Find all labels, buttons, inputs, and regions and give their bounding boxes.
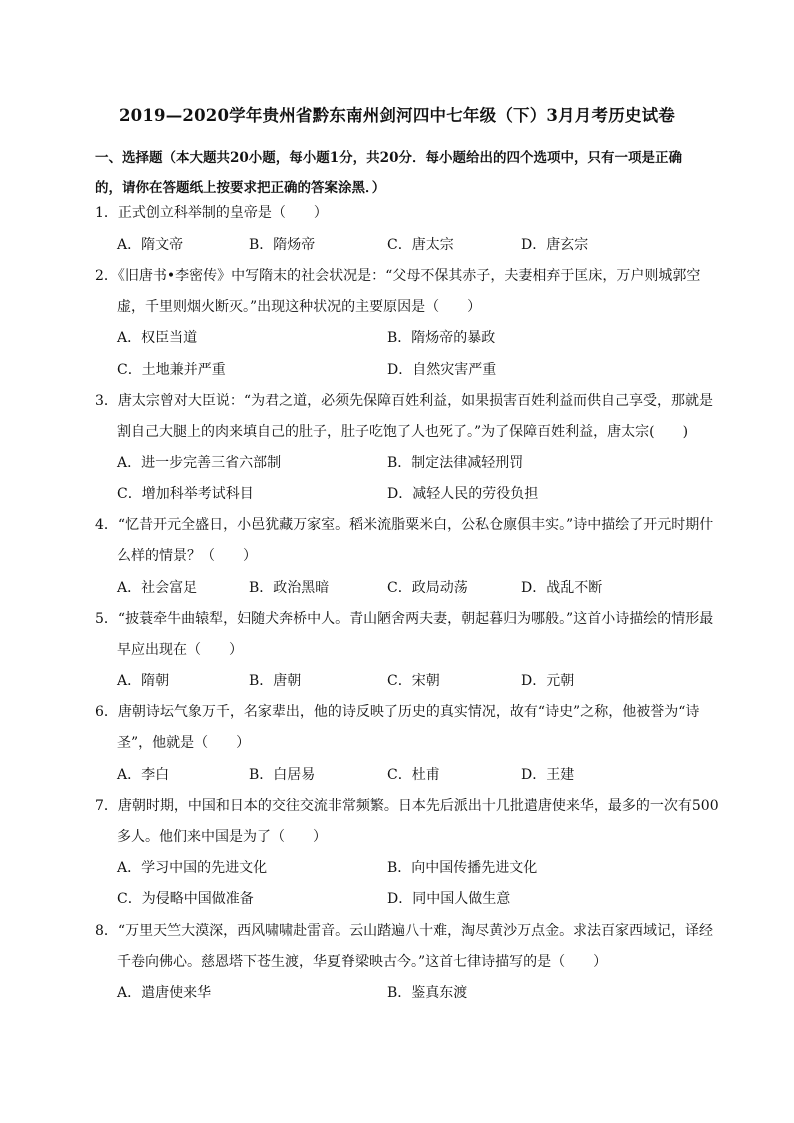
- option-d: D．唐玄宗: [521, 237, 589, 253]
- option-b: B．向中国传播先进文化: [387, 860, 538, 876]
- question-stem: 7．唐朝时期，中国和日本的交往交流非常频繁。日本先后派出十几批遣唐使来华，最多的一次有500多人。他们来中国是为了（ ）: [95, 798, 719, 845]
- option-a: A．李白: [117, 767, 170, 783]
- question-4: [95, 510, 725, 572]
- option-c: C．增加科举考试科目: [117, 486, 254, 502]
- question-stem: 5．“披蓑牵牛曲辕犁，妇随犬奔桥中人。青山陋舍两夫妻，朝起暮归为哪般。”这首小诗描绘的情形最早应出现在（ ）: [95, 611, 714, 658]
- question-stem: 2．《旧唐书•李密传》中写隋末的社会状况是：“父母不保其赤子，夫妻相弃于匡床，万户则城郭空虚，千里则烟火断灭。”出现这种状况的主要原因是（ ）: [95, 268, 701, 315]
- question-stem: 3．唐太宗曾对大臣说：“为君之道，必须先保障百姓利益，如果损害百姓利益而供自己享受，那就是割自己大腿上的肉来填自己的肚子，肚子吃饱了人也死了。”为了保障百姓利益，唐太宗( ): [95, 393, 714, 440]
- question-2: [95, 261, 725, 323]
- option-c: C．政局动荡: [387, 580, 468, 596]
- option-b: B．唐朝: [249, 673, 302, 689]
- option-b: B．政治黑暗: [249, 580, 330, 596]
- question-5-options: [117, 666, 707, 696]
- question-3-options-row-1: [117, 448, 707, 478]
- question-6: [95, 697, 725, 759]
- option-c: C．宋朝: [387, 673, 440, 689]
- option-a: A．进一步完善三省六部制: [117, 455, 282, 471]
- question-7-options-row-2: [117, 884, 707, 914]
- question-7: [95, 791, 725, 853]
- question-4-options: [117, 573, 707, 603]
- section-heading: 一、选择题（本大题共20小题，每小题1分，共20分．每小题给出的四个选项中，只有一项是正确的，请你在答题纸上按要求把正确的答案涂黑．）: [95, 150, 682, 196]
- question-1-options: [117, 230, 707, 260]
- question-stem: 8．“万里天竺大漠深，西风啸啸赴雷音。云山踏遍八十难，淘尽黄沙万点金。求法百家西域记，译经千卷向佛心。慈恩塔下苍生渡，华夏脊梁映古今。”这首七律诗描写的是（ ）: [95, 923, 714, 970]
- question-2-options-row-2: [117, 355, 707, 385]
- question-stem: 6．唐朝诗坛气象万千，名家辈出，他的诗反映了历史的真实情况，故有“诗史”之称，他被誉为“诗圣”，他就是（ ）: [95, 704, 700, 751]
- option-a: A．学习中国的先进文化: [117, 860, 268, 876]
- option-d: D．战乱不断: [521, 580, 603, 596]
- option-d: D．同中国人做生意: [387, 891, 511, 907]
- option-a: A．社会富足: [117, 580, 198, 596]
- question-stem: 1．正式创立科举制的皇帝是（ ）: [95, 205, 328, 221]
- exam-title: 2019—2020学年贵州省黔东南州剑河四中七年级（下）3月月考历史试卷: [118, 106, 676, 125]
- option-b: B．制定法律减轻刑罚: [387, 455, 524, 471]
- option-c: C．土地兼并严重: [117, 362, 226, 378]
- option-c: C．为侵略中国做准备: [117, 891, 254, 907]
- option-d: D．自然灾害严重: [387, 362, 497, 378]
- question-8-options: [117, 978, 707, 1008]
- option-a: A．遣唐使来华: [117, 985, 212, 1001]
- question-3-options-row-2: [117, 479, 707, 509]
- question-1: [95, 198, 703, 229]
- question-3: [95, 386, 725, 448]
- option-c: C．杜甫: [387, 767, 440, 783]
- option-d: D．王建: [521, 767, 575, 783]
- question-8: [95, 916, 725, 978]
- question-7-options-row-1: [117, 853, 707, 883]
- question-5: [95, 604, 725, 666]
- question-2-options-row-1: [117, 323, 707, 353]
- option-d: D．减轻人民的劳役负担: [387, 486, 539, 502]
- option-a: A．隋文帝: [117, 237, 184, 253]
- option-b: B．白居易: [249, 767, 316, 783]
- option-a: A．隋朝: [117, 673, 170, 689]
- option-c: C．唐太宗: [387, 237, 454, 253]
- option-a: A．权臣当道: [117, 330, 198, 346]
- question-stem: 4．“忆昔开元全盛日，小邑犹藏万家室。稻米流脂粟米白，公私仓廪俱丰实。”诗中描绘了开元时期什么样的情景？（ ）: [95, 517, 714, 564]
- option-b: B．鉴真东渡: [387, 985, 468, 1001]
- question-6-options: [117, 760, 707, 790]
- option-d: D．元朝: [521, 673, 575, 689]
- option-b: B．隋炀帝的暴政: [387, 330, 496, 346]
- option-b: B．隋炀帝: [249, 237, 316, 253]
